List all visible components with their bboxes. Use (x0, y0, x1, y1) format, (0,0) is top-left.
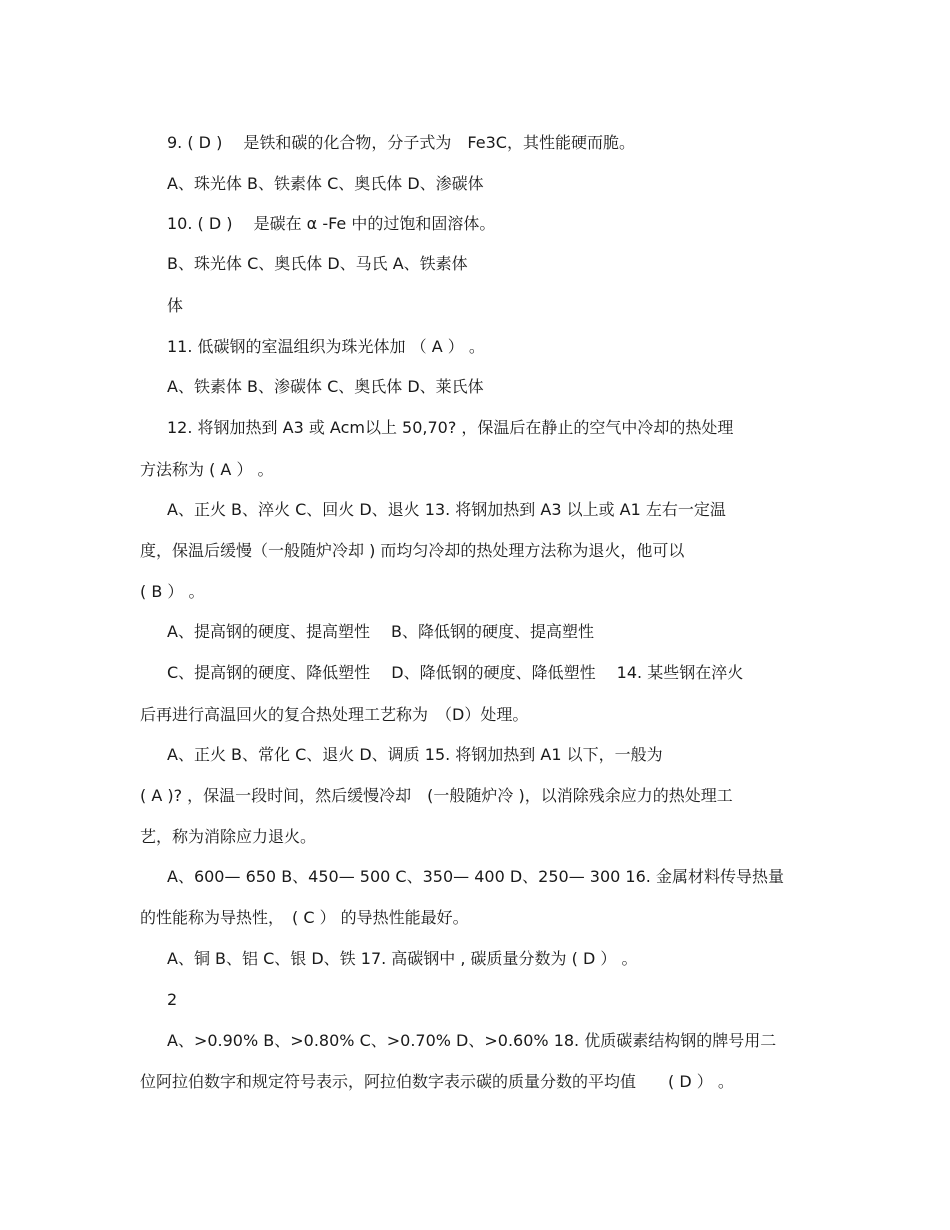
question-13-continued: 度，保温后缓慢（一般随炉冷却 ) 而均匀冷却的热处理方法称为退火，他可以 (140, 541, 685, 560)
question-10-options-continued: 体 (167, 296, 184, 315)
question-15-continued-2: 艺，称为消除应力退火。 (140, 827, 317, 846)
question-16-continued: 的性能称为导热性， ( C ） 的导热性能最好。 (140, 908, 469, 927)
question-14-options-and-question-15: A、正火 B、常化 C、退火 D、调质 15. 将钢加热到 A1 以下，一般为 (167, 745, 663, 764)
question-13-options-cd-and-question-14: C、提高钢的硬度、降低塑性 D、降低钢的硬度、降低塑性 14. 某些钢在淬火 (167, 663, 744, 682)
question-11: 11. 低碳钢的室温组织为珠光体加 （ A ） 。 (167, 337, 485, 356)
question-9: 9. ( D ) 是铁和碳的化合物，分子式为 Fe3C，其性能硬而脆。 (167, 133, 635, 152)
question-14-continued: 后再进行高温回火的复合热处理工艺称为 （D）处理。 (140, 705, 529, 724)
question-10-options: B、珠光体 C、奥氏体 D、马氏 A、铁素体 (167, 254, 468, 273)
question-16-options-and-question-17: A、铜 B、铝 C、银 D、铁 17. 高碳钢中 , 碳质量分数为 ( D ） 。 (167, 949, 638, 968)
question-12-options-and-question-13: A、正火 B、淬火 C、回火 D、退火 13. 将钢加热到 A3 以上或 A1 左右一定温 (167, 500, 726, 519)
question-13-options-ab: A、提高钢的硬度、提高塑性 B、降低钢的硬度、提高塑性 (167, 622, 595, 641)
question-11-options: A、铁素体 B、渗碳体 C、奥氏体 D、莱氏体 (167, 377, 484, 396)
question-10: 10. ( D ) 是碳在 α -Fe 中的过饱和固溶体。 (167, 214, 496, 233)
question-12-continued: 方法称为 ( A ） 。 (140, 460, 274, 479)
question-15-continued: ( A )? ，保温一段时间，然后缓慢冷却 (一般随炉冷 )，以消除残余应力的热处理工 (140, 786, 733, 805)
question-9-options: A、珠光体 B、铁素体 C、奥氏体 D、渗碳体 (167, 174, 484, 193)
page-number: 2 (167, 990, 178, 1009)
question-12: 12. 将钢加热到 A3 或 Acm以上 50,70? ，保温后在静止的空气中冷却的热处理 (167, 418, 734, 437)
question-13-answer: ( B ） 。 (140, 582, 205, 601)
question-17-options-and-question-18: A、>0.90% B、>0.80% C、>0.70% D、>0.60% 18. 优质碳素结构钢的牌号用二 (167, 1031, 777, 1050)
question-15-options-and-question-16: A、600— 650 B、450— 500 C、350— 400 D、250— 300 16. 金属材料传导热量 (167, 867, 784, 886)
question-18-continued: 位阿拉伯数字和规定符号表示，阿拉伯数字表示碳的质量分数的平均值 ( D ） 。 (140, 1072, 734, 1091)
